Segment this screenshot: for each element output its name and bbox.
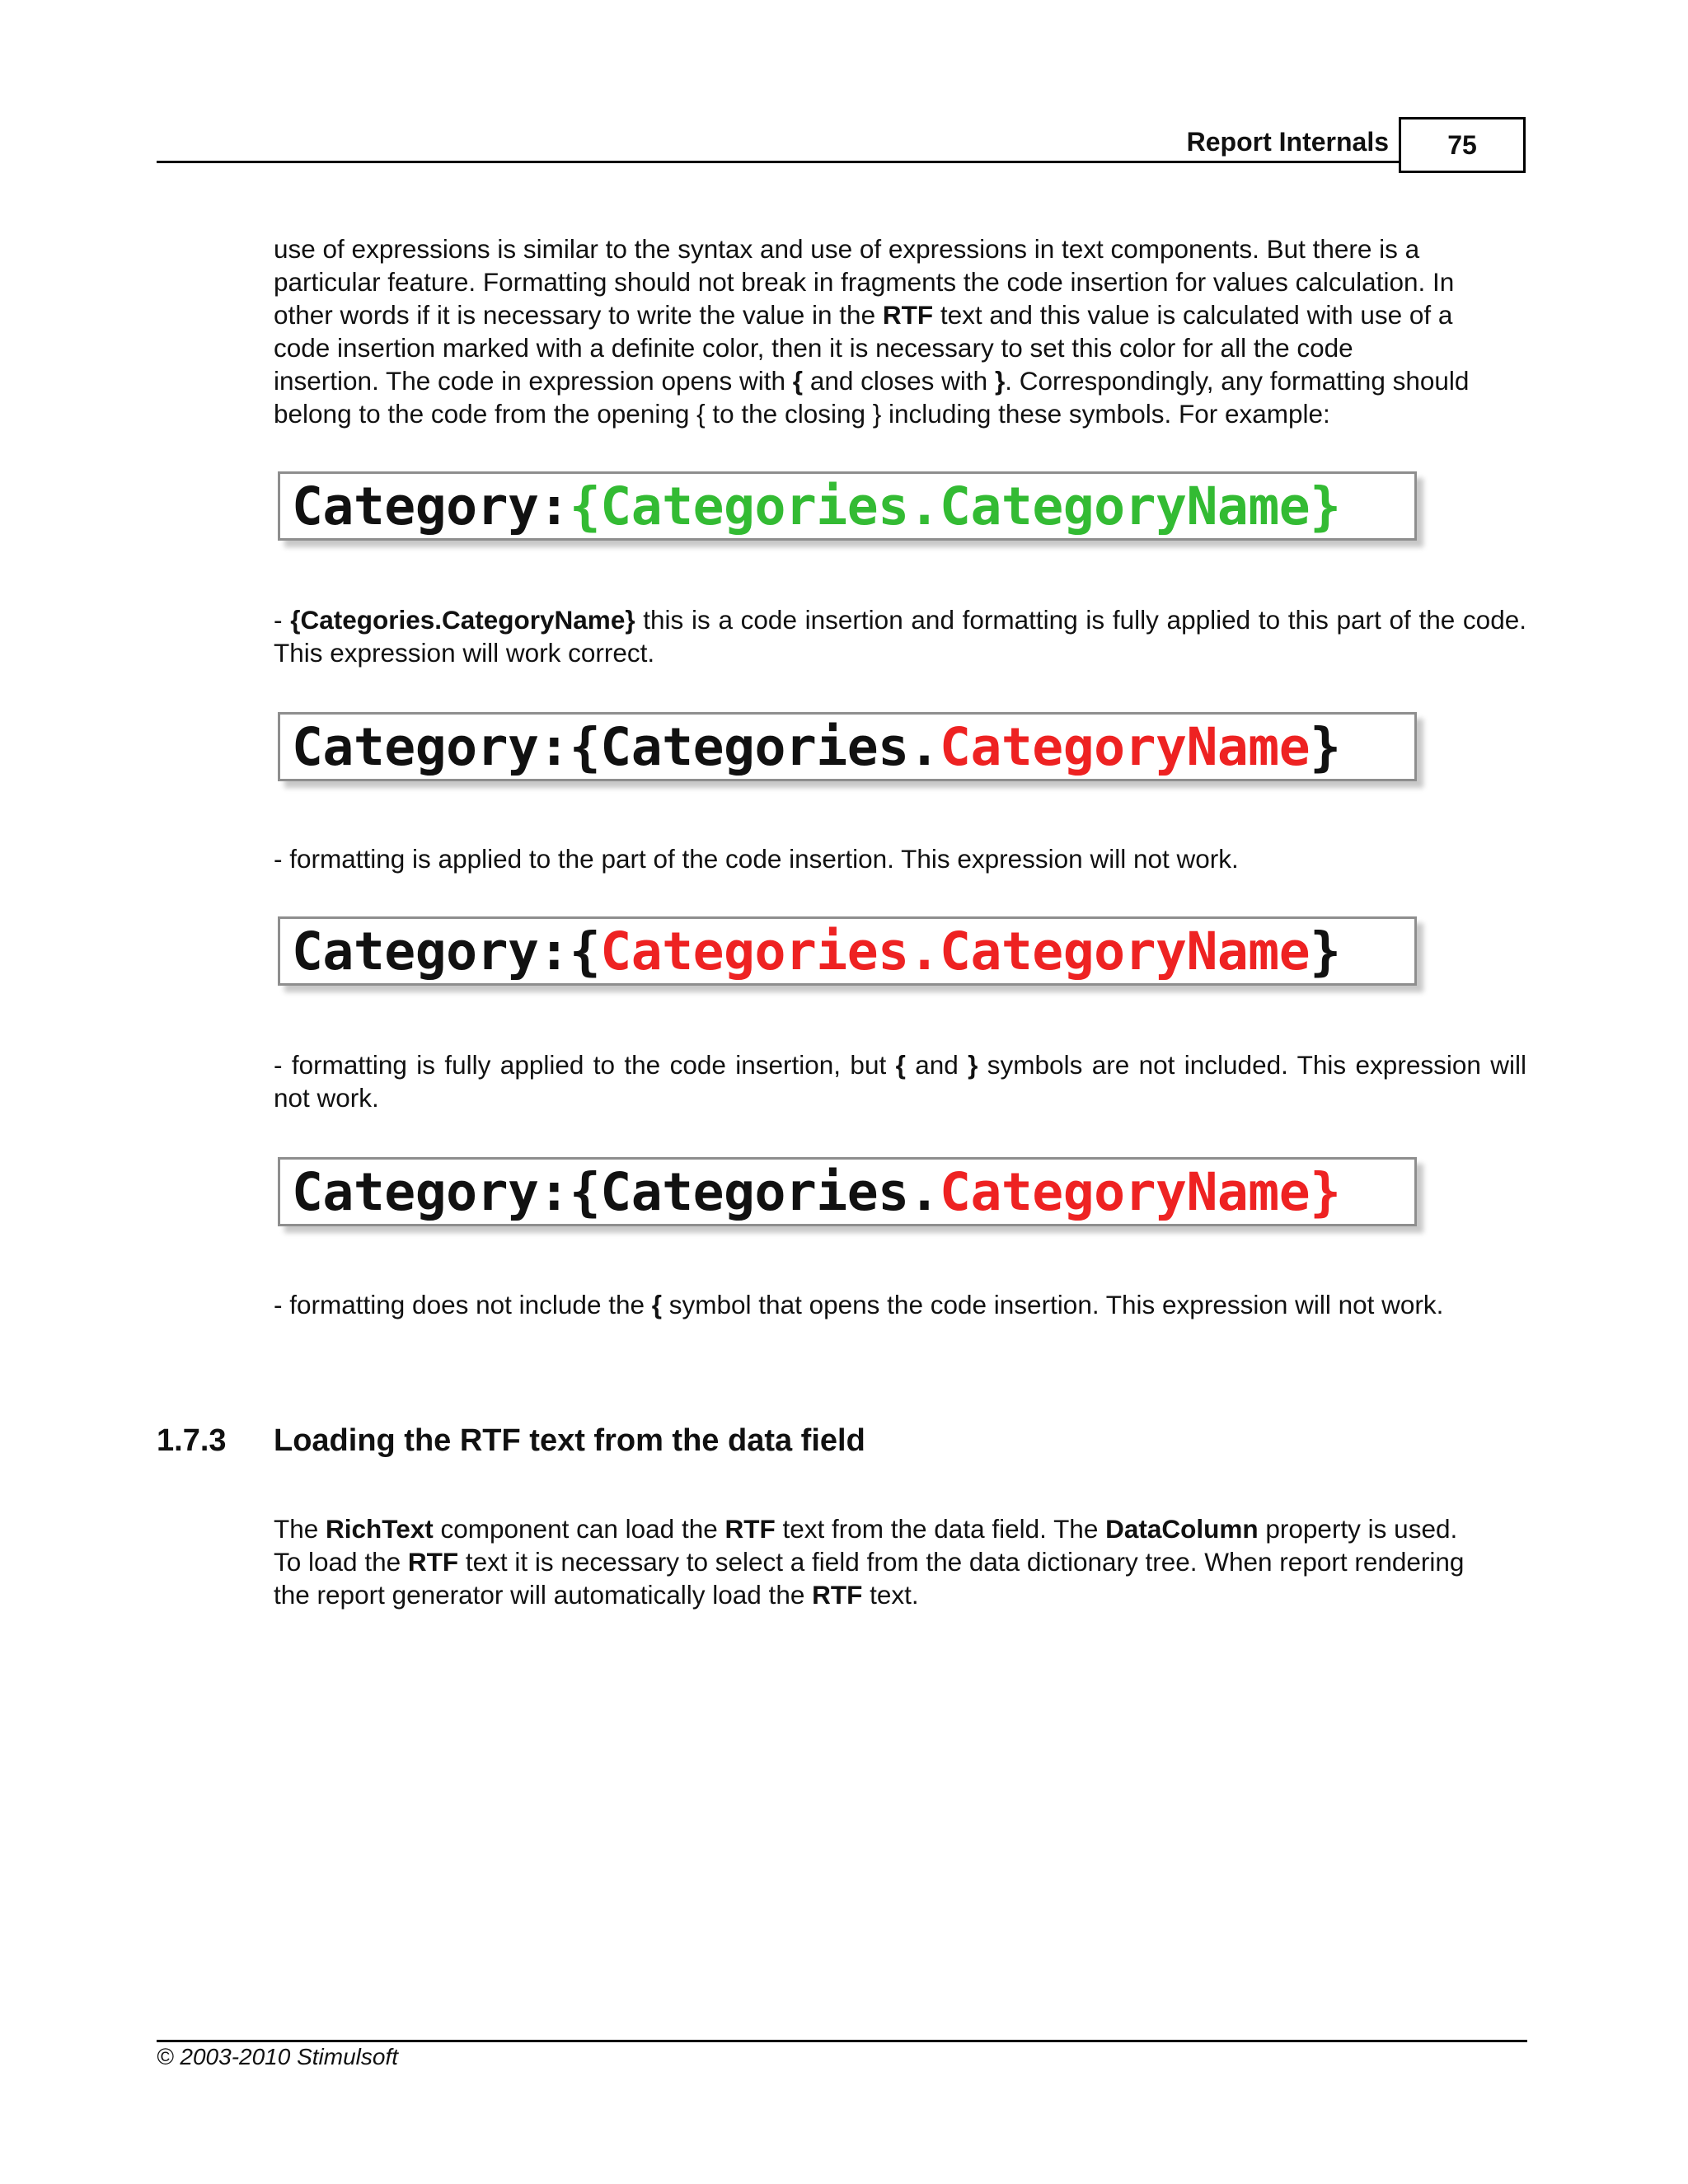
intro-line-3: other words if it is necessary to write the value in the RTF text and this value is calculated with use of a xyxy=(274,300,1453,330)
code-example-3-part-1: Category:{ xyxy=(292,921,601,982)
code-example-1 xyxy=(278,471,1417,541)
page-number: 75 xyxy=(1399,117,1526,173)
note-2: - formatting is applied to the part of the code insertion. This expression will not work. xyxy=(274,844,1239,874)
rtf-line-1: The RichText component can load the RTF text from the data field. The DataColumn property is used. xyxy=(274,1514,1458,1544)
intro-line-6: belong to the code from the opening { to the closing } including these symbols. For example: xyxy=(274,399,1330,429)
code-example-4 xyxy=(278,1157,1417,1226)
code-example-2-part-1: Category:{Categories. xyxy=(292,716,940,777)
note-1: - {Categories.CategoryName} this is a code insertion and formatting is fully applied to this part of the code. This expression will work correct. xyxy=(274,605,1526,668)
rtf-loading-paragraph xyxy=(274,1512,1526,1611)
code-example-2-part-3: } xyxy=(1310,716,1341,777)
note-3: - formatting is fully applied to the code insertion, but { and } symbols are not included. This expression will not work. xyxy=(274,1050,1526,1113)
intro-line-4: code insertion marked with a definite color, then it is necessary to set this color for all the code xyxy=(274,333,1353,363)
code-example-3-part-3: } xyxy=(1310,921,1341,982)
header-rule xyxy=(157,161,1399,163)
running-header-title: Report Internals xyxy=(1186,127,1389,157)
rtf-line-2: To load the RTF text it is necessary to select a field from the data dictionary tree. When report rendering xyxy=(274,1547,1465,1577)
intro-line-5: insertion. The code in expression opens with { and closes with }. Correspondingly, any formatting should xyxy=(274,366,1470,396)
note-4: - formatting does not include the { symbol that opens the code insertion. This expression will not work. xyxy=(274,1290,1444,1319)
code-example-2 xyxy=(278,712,1417,781)
code-example-3 xyxy=(278,916,1417,986)
code-example-1-part-1: Category: xyxy=(292,476,570,537)
section-number: 1.7.3 xyxy=(157,1423,227,1458)
code-example-1-part-2: {Categories.CategoryName} xyxy=(569,476,1341,537)
code-example-2-part-2: CategoryName xyxy=(940,716,1311,777)
code-example-4-part-2: CategoryName} xyxy=(940,1161,1341,1222)
section-title: Loading the RTF text from the data field xyxy=(274,1423,865,1458)
footer-copyright: © 2003-2010 Stimulsoft xyxy=(157,2044,399,2069)
rtf-line-3: the report generator will automatically load the RTF text. xyxy=(274,1580,919,1610)
intro-line-1: use of expressions is similar to the syntax and use of expressions in text components. But there is a xyxy=(274,234,1420,264)
intro-line-2: particular feature. Formatting should not break in fragments the code insertion for values calculation. In xyxy=(274,267,1455,297)
code-example-4-part-1: Category:{Categories. xyxy=(292,1161,940,1222)
intro-paragraph xyxy=(274,232,1526,430)
code-example-3-part-2: Categories.CategoryName xyxy=(600,921,1311,982)
